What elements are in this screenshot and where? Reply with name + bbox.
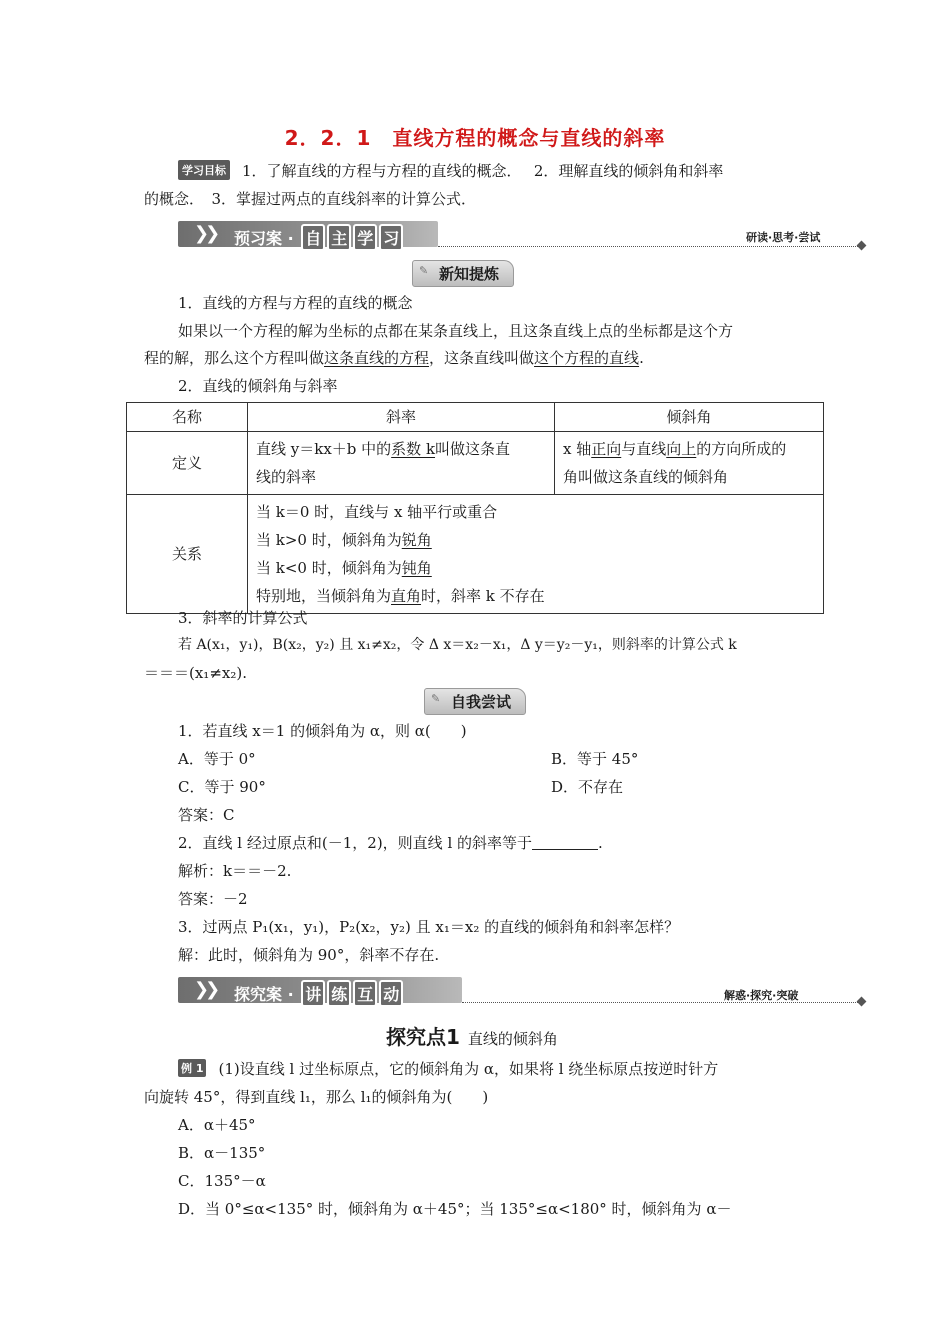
nk-paragraph-1a: 如果以一个方程的解为坐标的点都在某条直线上，且这条直线上点的坐标都是这个方 <box>178 322 734 340</box>
subsection-tab-new-knowledge: ✎ 新知提炼 <box>412 260 514 287</box>
table-cell-label: 定义 <box>127 432 248 495</box>
goals-line-1 <box>178 160 723 181</box>
goals-line-2: 的概念． 3．掌握过两点的直线斜率的计算公式． <box>144 190 477 208</box>
example-option-a: A．α＋45° <box>178 1116 256 1134</box>
table-row <box>127 432 824 495</box>
slope-angle-table <box>126 402 824 614</box>
table-header-row <box>127 403 824 432</box>
table-cell-relation: 当 k＝0 时，直线与 x 轴平行或重合 当 k>0 时，倾斜角为锐角 当 k<0 时，倾斜角为钝角 特别地，当倾斜角为直角时，斜率 k 不存在 <box>248 495 824 614</box>
q1-option-b: B．等于 45° <box>551 750 639 768</box>
table-row <box>127 495 824 614</box>
example-line-1: 例 1 (1)设直线 l 过坐标原点，它的倾斜角为 α，如果将 l 绕坐标原点按逆时针方 <box>178 1058 718 1079</box>
diamond-icon <box>857 997 867 1007</box>
nk-heading-3: 3．斜率的计算公式 <box>178 609 308 627</box>
table-cell-angle-def: x 轴正向与直线向上的方向所成的 角叫做这条直线的倾斜角 <box>555 432 824 495</box>
section-tag-explore: 解惑·探究·突破 <box>724 989 799 1002</box>
nk-heading-2: 2．直线的倾斜角与斜率 <box>178 377 338 395</box>
q2-answer: 答案：－2 <box>178 890 248 908</box>
q3-stem: 3．过两点 P₁(x₁，y₁)，P₂(x₂，y₂) 且 x₁＝x₂ 的直线的倾斜角和斜率怎样？ <box>178 918 680 936</box>
section-label-preview: 预习案 · 自 主 学 习 <box>234 224 403 251</box>
chevron-icon: ❯❯ <box>194 979 217 1000</box>
goals-badge: 学习目标 <box>178 160 230 180</box>
example-option-b: B．α－135° <box>178 1144 266 1162</box>
pin-icon: ✎ <box>431 692 441 705</box>
section-label-explore: 探究案 · 讲 练 互 动 <box>234 980 403 1007</box>
table-cell-slope-def: 直线 y＝kx＋b 中的系数 k叫做这条直 线的斜率 <box>248 432 555 495</box>
pin-icon: ✎ <box>419 264 429 277</box>
diamond-icon <box>857 241 867 251</box>
q1-option-d: D．不存在 <box>551 778 624 796</box>
nk-formula-2: ＝＝＝(x₁≠x₂). <box>144 664 247 682</box>
page-title: 2．2．1 直线方程的概念与直线的斜率 <box>284 126 666 150</box>
q1-option-c: C．等于 90° <box>178 778 266 796</box>
q1-answer: 答案：C <box>178 806 235 824</box>
section-rule-preview <box>438 246 858 247</box>
q1-stem: 1．若直线 x＝1 的倾斜角为 α，则 α( ) <box>178 722 467 740</box>
q1-option-a: A．等于 0° <box>178 750 256 768</box>
example-option-c: C．135°－α <box>178 1172 266 1190</box>
table-header: 倾斜角 <box>555 403 824 432</box>
table-header: 名称 <box>127 403 248 432</box>
chevron-icon: ❯❯ <box>194 223 217 244</box>
table-cell-label: 关系 <box>127 495 248 614</box>
q3-solution: 解：此时，倾斜角为 90°，斜率不存在. <box>178 946 440 964</box>
nk-heading-1: 1．直线的方程与方程的直线的概念 <box>178 294 413 312</box>
section-rule-explore <box>462 1002 858 1003</box>
q2-stem: 2．直线 l 经过原点和(－1，2)，则直线 l 的斜率等于 . <box>178 834 603 852</box>
section-bar-explore <box>178 977 462 1003</box>
section-tag-preview: 研读·思考·尝试 <box>746 231 821 244</box>
probe-heading: 探究点1 直线的倾斜角 <box>386 1025 558 1049</box>
answer-blank <box>532 835 598 850</box>
goals-text-1: 1．了解直线的方程与方程的直线的概念． 2．理解直线的倾斜角和斜率 <box>242 162 724 180</box>
subsection-tab-self-test: ✎ 自我尝试 <box>424 688 526 715</box>
example-line-2: 向旋转 45°，得到直线 l₁，那么 l₁的倾斜角为( ) <box>144 1088 489 1106</box>
example-badge: 例 1 <box>178 1059 206 1077</box>
section-bar-preview <box>178 221 438 247</box>
nk-formula-1: 若 A(x₁，y₁)，B(x₂，y₂) 且 x₁≠x₂，令 Δ x＝x₂－x₁，Δ y＝y₂－y₁，则斜率的计算公式 k <box>178 637 737 653</box>
nk-paragraph-1b: 程的解，那么这个方程叫做这条直线的方程，这条直线叫做这个方程的直线. <box>144 349 644 367</box>
q2-solution: 解析：k＝＝－2. <box>178 862 292 880</box>
example-option-d: D．当 0°≤α<135° 时，倾斜角为 α＋45°；当 135°≤α<180° 时，倾斜角为 α－ <box>178 1200 732 1218</box>
table-header: 斜率 <box>248 403 555 432</box>
